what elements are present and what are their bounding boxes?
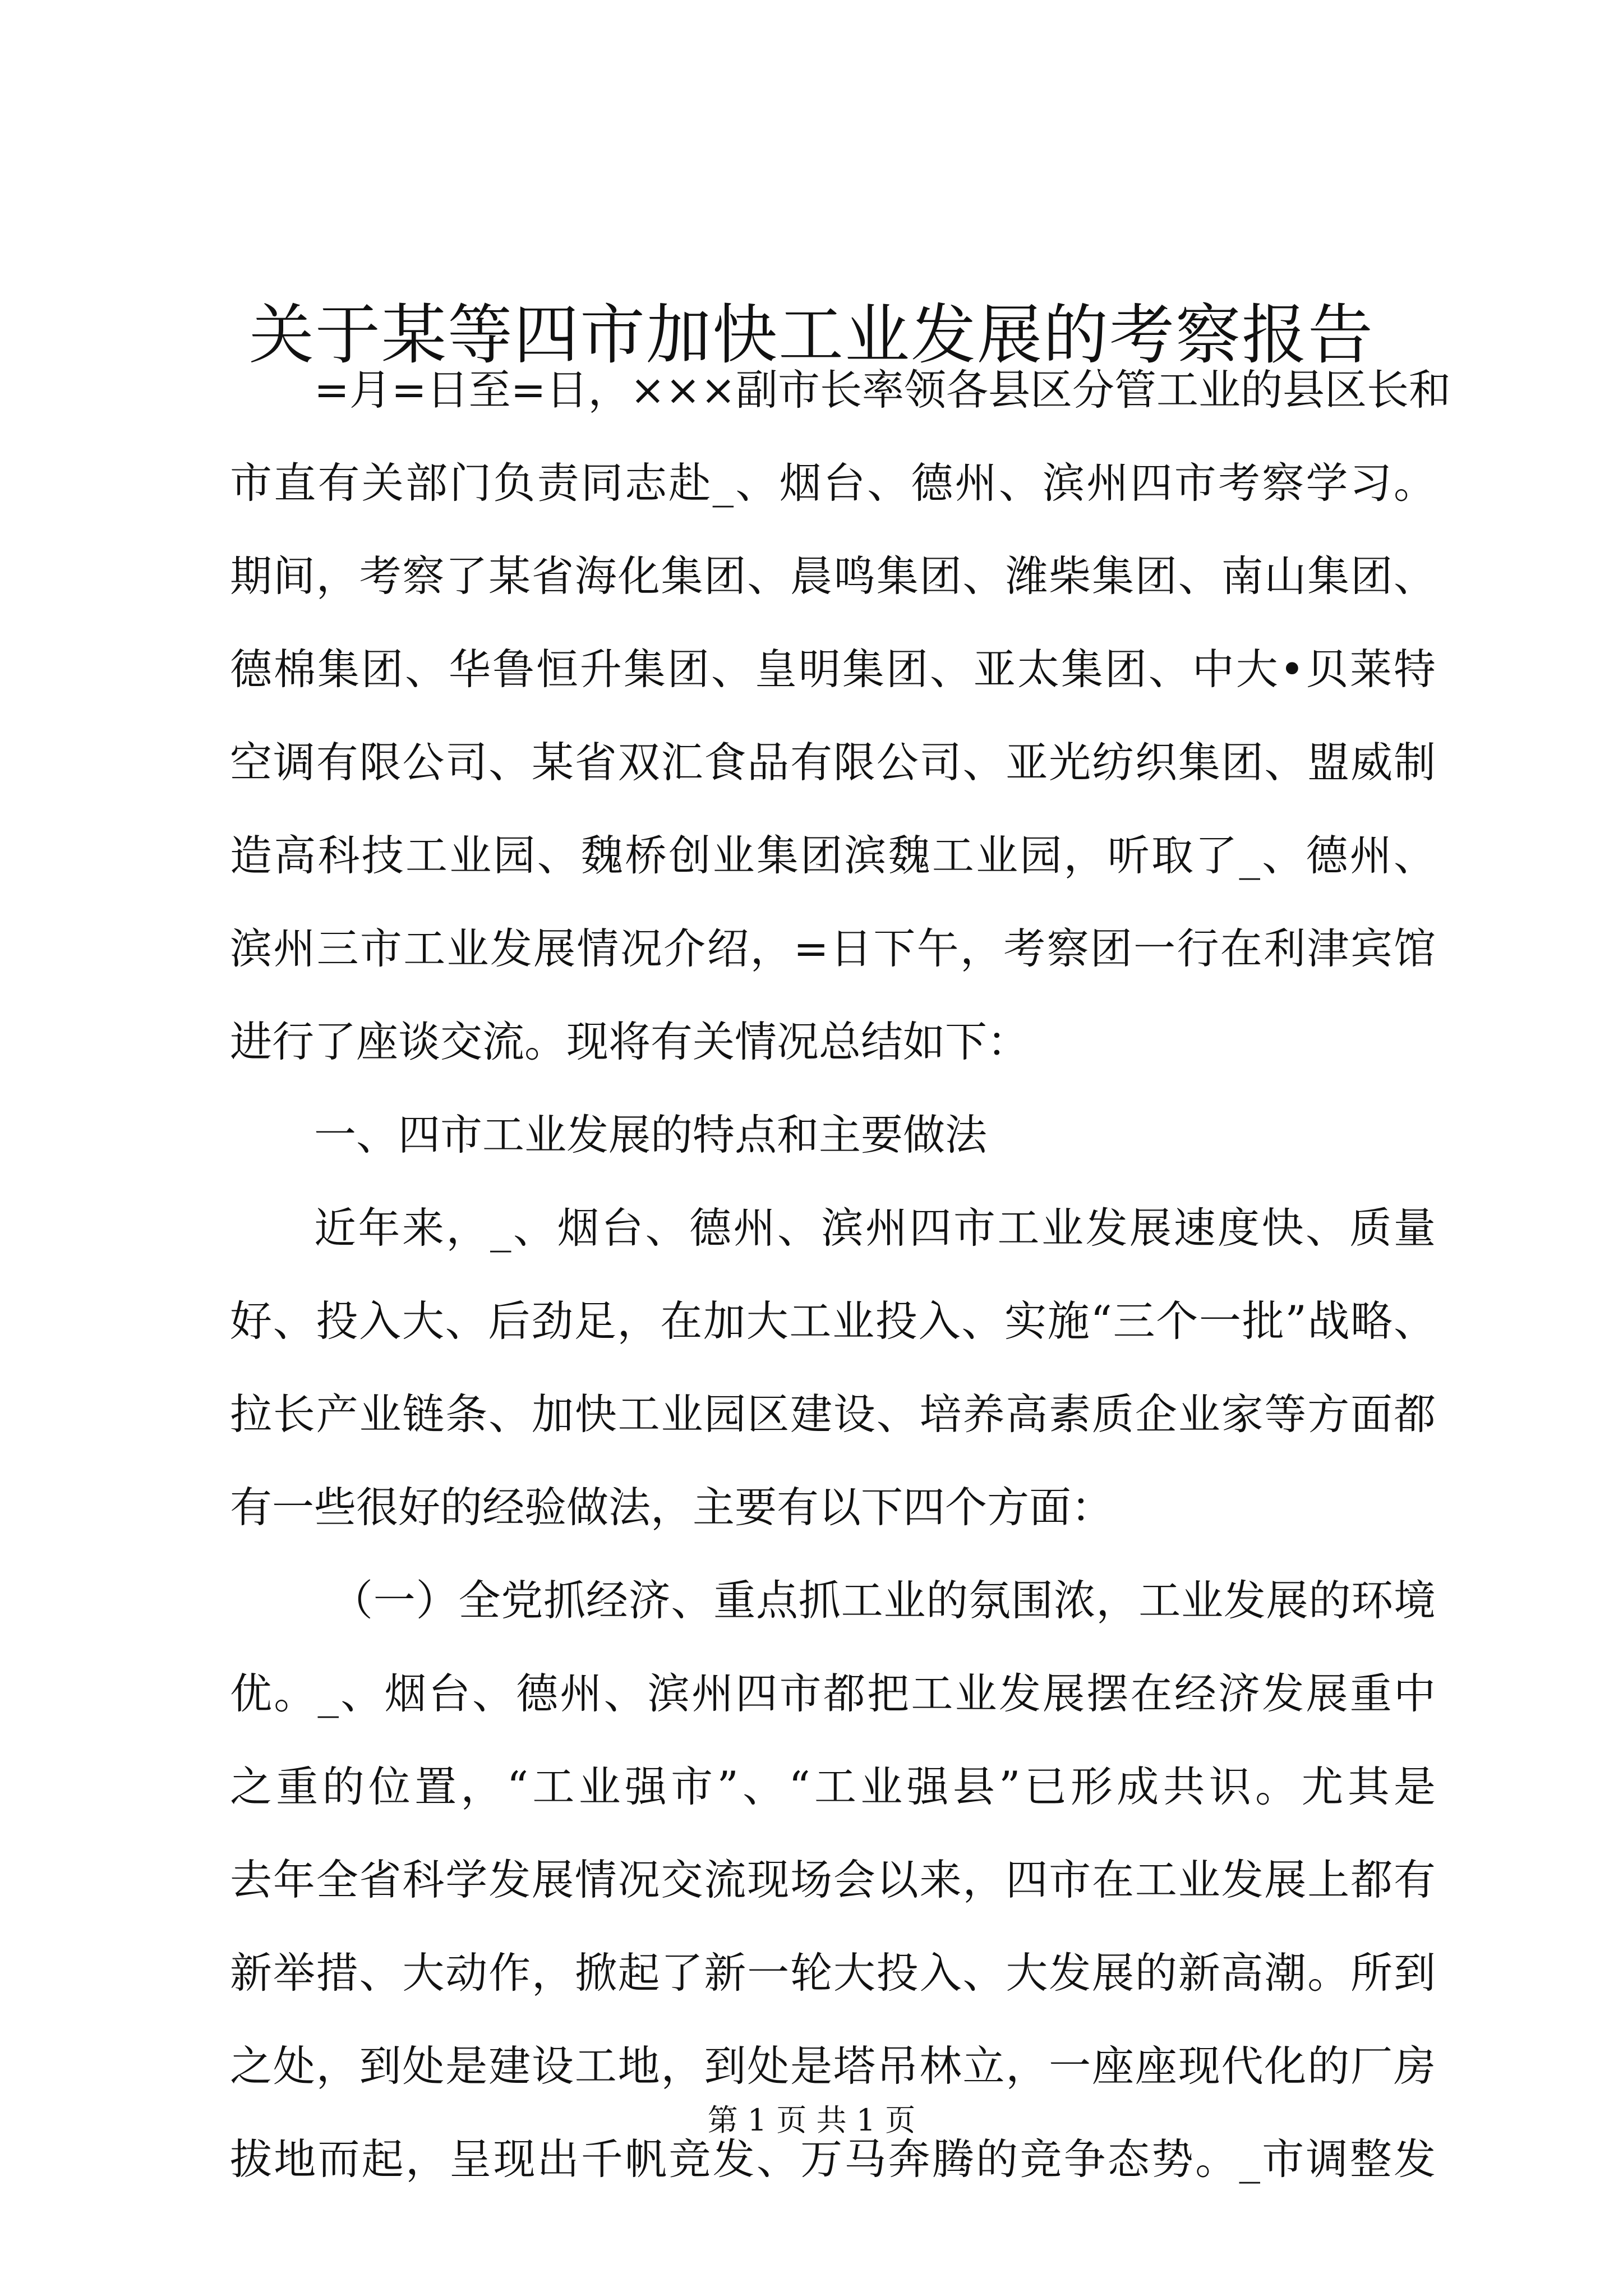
document-body <box>230 343 1451 2206</box>
text-line: 好、投入大、后劲足，在加大工业投入、实施“三个一批”战略、 <box>230 1296 1436 1346</box>
section-heading: 一、四市工业发展的特点和主要做法 <box>314 1110 988 1159</box>
subsection-heading-line: （一）全党抓经济、重点抓工业的氛围浓，工业发展的环境 <box>331 1576 1436 1625</box>
text-line: 进行了座谈交流。现将有关情况总结如下： <box>230 1017 1030 1066</box>
text-line: 滨州三市工业发展情况介绍，=日下午，考察团一行在利津宾馆 <box>230 924 1436 973</box>
text-line: 造高科技工业园、魏桥创业集团滨魏工业园，听取了_、德州、 <box>230 831 1436 880</box>
text-line: 近年来，_、烟台、德州、滨州四市工业发展速度快、质量 <box>314 1203 1436 1253</box>
page-footer: 第 1 页 共 1 页 <box>707 2102 916 2138</box>
document-title: 关于某等四市加快工业发展的考察报告 <box>249 297 1374 373</box>
text-line: 拉长产业链条、加快工业园区建设、培养高素质企业家等方面都 <box>230 1389 1436 1439</box>
text-line: 拔地而起，呈现出千帆竞发、万马奔腾的竞争态势。_市调整发 <box>230 2134 1436 2184</box>
text-line: 有一些很好的经验做法，主要有以下四个方面： <box>230 1483 1114 1532</box>
text-line: 德棉集团、华鲁恒升集团、皇明集团、亚太集团、中大•贝莱特 <box>230 645 1436 694</box>
text-line: 优。_、烟台、德州、滨州四市都把工业发展摆在经济发展重中 <box>230 1669 1436 1718</box>
text-line: 期间，考察了某省海化集团、晨鸣集团、潍柴集团、南山集团、 <box>230 551 1436 601</box>
text-line: 之处，到处是建设工地，到处是塔吊林立，一座座现代化的厂房 <box>230 2041 1436 2091</box>
text-line: 新举措、大动作，掀起了新一轮大投入、大发展的新高潮。所到 <box>230 1948 1436 1998</box>
text-line: 空调有限公司、某省双汇食品有限公司、亚光纺织集团、盟威制 <box>230 738 1436 787</box>
text-line: =月=日至=日，×××副市长率领各县区分管工业的县区长和 <box>314 365 1451 415</box>
text-line: 市直有关部门负责同志赴_、烟台、德州、滨州四市考察学习。 <box>230 458 1436 508</box>
text-line: 去年全省科学发展情况交流现场会以来，四市在工业发展上都有 <box>230 1855 1436 1904</box>
text-line: 之重的位置，“工业强市”、“工业强县”已形成共识。尤其是 <box>230 1762 1436 1811</box>
